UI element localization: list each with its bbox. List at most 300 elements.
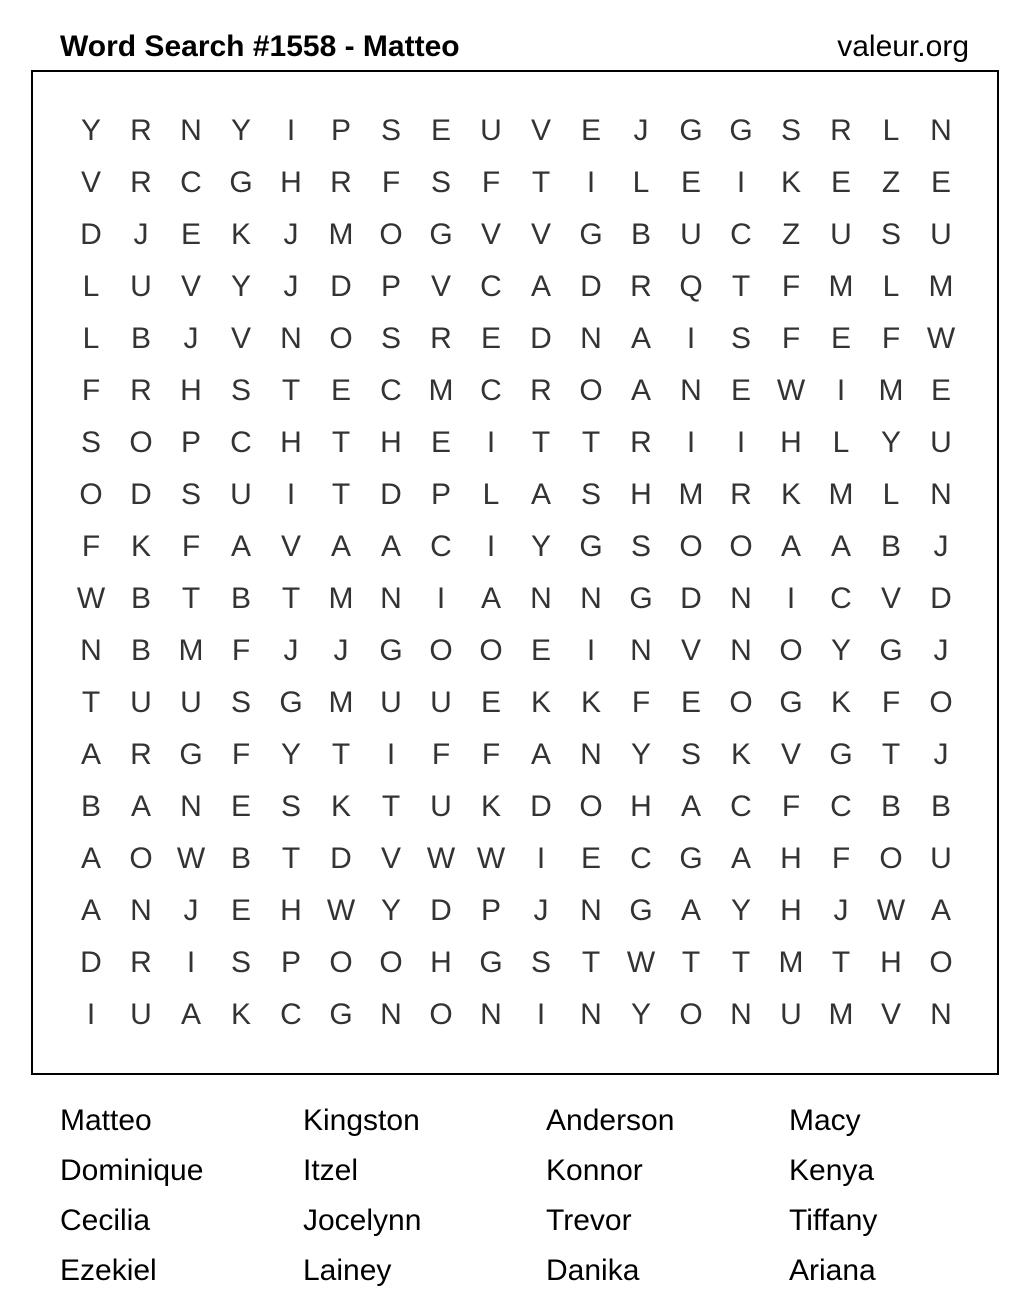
grid-cell: B xyxy=(880,530,901,563)
grid-row xyxy=(66,365,966,417)
grid-cell: H xyxy=(630,790,652,823)
grid-cell: O xyxy=(579,790,603,823)
word-list xyxy=(60,1096,1030,1296)
grid-cell: S xyxy=(230,374,251,407)
puzzle-box xyxy=(31,70,999,1075)
grid-row xyxy=(66,157,966,209)
grid-cell: H xyxy=(780,426,802,459)
grid-cell: A xyxy=(830,530,851,563)
grid-cell: I xyxy=(286,114,296,147)
grid-cell: Y xyxy=(80,114,101,147)
grid-cell: L xyxy=(82,322,100,355)
grid-cell: D xyxy=(330,842,352,875)
grid-cell: M xyxy=(328,218,354,251)
grid-cell: A xyxy=(180,998,201,1031)
grid-cell: W xyxy=(76,582,106,615)
grid-cell: G xyxy=(429,218,453,251)
grid-row xyxy=(66,677,966,729)
grid-cell: O xyxy=(729,530,753,563)
grid-cell: T xyxy=(281,842,301,875)
grid-cell: H xyxy=(280,426,302,459)
grid-cell: S xyxy=(230,946,251,979)
grid-cell: F xyxy=(231,738,251,771)
grid-cell: N xyxy=(630,634,652,667)
grid-cell: N xyxy=(130,894,152,927)
grid-cell: K xyxy=(230,218,251,251)
word-list-item: Kenya xyxy=(789,1154,875,1187)
grid-cell: O xyxy=(779,634,803,667)
grid-cell: R xyxy=(630,270,652,303)
grid-cell: I xyxy=(436,582,446,615)
grid-cell: F xyxy=(481,738,501,771)
grid-cell: K xyxy=(230,998,251,1031)
grid-cell: O xyxy=(329,946,353,979)
grid-cell: J xyxy=(933,530,949,563)
grid-cell: L xyxy=(882,478,900,511)
grid-cell: N xyxy=(580,738,602,771)
page-title: Word Search #1558 - Matteo xyxy=(60,30,460,63)
grid-cell: Y xyxy=(880,426,901,459)
grid-cell: K xyxy=(580,686,601,719)
grid-cell: N xyxy=(730,998,752,1031)
grid-cell: I xyxy=(486,530,496,563)
grid-cell: A xyxy=(230,530,251,563)
grid-cell: U xyxy=(130,270,152,303)
grid-cell: U xyxy=(380,686,402,719)
grid-cell: V xyxy=(430,270,451,303)
grid-cell: T xyxy=(731,270,751,303)
grid-cell: O xyxy=(129,842,153,875)
grid-cell: T xyxy=(581,946,601,979)
grid-cell: E xyxy=(330,374,351,407)
grid-cell: N xyxy=(480,998,502,1031)
grid-cell: G xyxy=(579,530,603,563)
grid-cell: E xyxy=(230,894,251,927)
grid-row xyxy=(66,781,966,833)
grid-cell: J xyxy=(933,634,949,667)
grid-cell: H xyxy=(430,946,452,979)
grid-cell: R xyxy=(130,166,152,199)
grid-cell: M xyxy=(828,478,854,511)
grid-cell: B xyxy=(230,842,251,875)
grid-cell: A xyxy=(780,530,801,563)
word-list-item: Kingston xyxy=(303,1104,420,1137)
grid-row xyxy=(66,573,966,625)
grid-cell: M xyxy=(678,478,704,511)
grid-cell: D xyxy=(330,270,352,303)
grid-cell: G xyxy=(329,998,353,1031)
grid-cell: J xyxy=(533,894,549,927)
grid-cell: E xyxy=(530,634,551,667)
grid-cell: W xyxy=(876,894,906,927)
grid-cell: E xyxy=(730,374,751,407)
grid-cell: S xyxy=(280,790,301,823)
grid-cell: V xyxy=(880,998,901,1031)
grid-cell: O xyxy=(679,530,703,563)
grid-cell: O xyxy=(429,998,453,1031)
grid-cell: S xyxy=(680,738,701,771)
grid-row xyxy=(66,209,966,261)
grid-cell: L xyxy=(632,166,650,199)
grid-cell: D xyxy=(530,322,552,355)
grid-cell: R xyxy=(430,322,452,355)
grid-cell: N xyxy=(730,634,752,667)
grid-cell: F xyxy=(881,322,901,355)
grid-cell: D xyxy=(680,582,702,615)
grid-cell: U xyxy=(930,218,952,251)
grid-cell: R xyxy=(830,114,852,147)
grid-cell: I xyxy=(86,998,96,1031)
grid-cell: T xyxy=(331,478,351,511)
grid-cell: C xyxy=(380,374,402,407)
grid-cell: M xyxy=(328,686,354,719)
grid-cell: B xyxy=(130,634,151,667)
grid-cell: C xyxy=(830,790,852,823)
grid-cell: V xyxy=(780,738,801,771)
grid-cell: I xyxy=(386,738,396,771)
grid-cell: M xyxy=(328,582,354,615)
grid-cell: T xyxy=(181,582,201,615)
grid-cell: J xyxy=(833,894,849,927)
grid-cell: P xyxy=(280,946,301,979)
grid-cell: W xyxy=(926,322,956,355)
grid-cell: I xyxy=(736,166,746,199)
grid-cell: P xyxy=(380,270,401,303)
grid-cell: E xyxy=(580,114,601,147)
grid-cell: I xyxy=(836,374,846,407)
grid-cell: D xyxy=(380,478,402,511)
grid-cell: N xyxy=(180,114,202,147)
grid-cell: I xyxy=(186,946,196,979)
grid-cell: A xyxy=(80,842,101,875)
grid-cell: D xyxy=(430,894,452,927)
grid-cell: M xyxy=(878,374,904,407)
grid-cell: C xyxy=(630,842,652,875)
grid-cell: F xyxy=(381,166,401,199)
grid-cell: O xyxy=(729,686,753,719)
grid-cell: A xyxy=(930,894,951,927)
word-list-item: Anderson xyxy=(546,1104,675,1137)
grid-cell: O xyxy=(579,374,603,407)
grid-cell: J xyxy=(283,270,299,303)
grid-cell: R xyxy=(130,738,152,771)
grid-cell: S xyxy=(880,218,901,251)
grid-cell: R xyxy=(130,114,152,147)
grid-cell: Y xyxy=(630,738,651,771)
grid-cell: U xyxy=(430,686,452,719)
word-list-item: Dominique xyxy=(60,1154,204,1187)
grid-cell: J xyxy=(183,894,199,927)
grid-cell: T xyxy=(881,738,901,771)
grid-cell: V xyxy=(530,218,551,251)
grid-cell: C xyxy=(280,998,302,1031)
grid-cell: O xyxy=(479,634,503,667)
grid-cell: Y xyxy=(230,270,251,303)
grid-cell: O xyxy=(679,998,703,1031)
word-list-item: Matteo xyxy=(60,1104,152,1137)
grid-cell: T xyxy=(531,166,551,199)
grid-cell: V xyxy=(180,270,201,303)
grid-cell: W xyxy=(326,894,356,927)
grid-cell: E xyxy=(180,218,201,251)
grid-cell: E xyxy=(830,322,851,355)
grid-cell: O xyxy=(379,946,403,979)
grid-cell: K xyxy=(330,790,351,823)
grid-cell: U xyxy=(130,998,152,1031)
grid-cell: Z xyxy=(881,166,901,199)
grid-cell: Y xyxy=(630,998,651,1031)
grid-cell: H xyxy=(280,894,302,927)
grid-cell: S xyxy=(430,166,451,199)
grid-cell: V xyxy=(680,634,701,667)
grid-cell: M xyxy=(928,270,954,303)
grid-cell: Z xyxy=(781,218,801,251)
grid-cell: G xyxy=(779,686,803,719)
grid-cell: F xyxy=(181,530,201,563)
grid-cell: K xyxy=(730,738,751,771)
grid-cell: R xyxy=(630,426,652,459)
grid-cell: G xyxy=(579,218,603,251)
grid-cell: A xyxy=(680,894,701,927)
grid-cell: M xyxy=(828,998,854,1031)
grid-cell: B xyxy=(80,790,101,823)
grid-cell: T xyxy=(581,426,601,459)
grid-cell: R xyxy=(730,478,752,511)
grid-cell: W xyxy=(776,374,806,407)
grid-cell: E xyxy=(480,686,501,719)
grid-row xyxy=(66,729,966,781)
grid-cell: K xyxy=(530,686,551,719)
grid-cell: A xyxy=(80,894,101,927)
grid-cell: F xyxy=(431,738,451,771)
grid-cell: T xyxy=(331,426,351,459)
grid-cell: N xyxy=(680,374,702,407)
grid-cell: A xyxy=(80,738,101,771)
grid-cell: Y xyxy=(280,738,301,771)
grid-cell: W xyxy=(626,946,656,979)
grid-cell: T xyxy=(381,790,401,823)
grid-cell: P xyxy=(180,426,201,459)
grid-cell: N xyxy=(80,634,102,667)
grid-cell: D xyxy=(930,582,952,615)
grid-cell: N xyxy=(930,998,952,1031)
grid-cell: T xyxy=(831,946,851,979)
grid-cell: S xyxy=(380,114,401,147)
grid-cell: J xyxy=(333,634,349,667)
grid-cell: D xyxy=(130,478,152,511)
grid-cell: C xyxy=(730,790,752,823)
grid-row xyxy=(66,885,966,937)
grid-cell: G xyxy=(229,166,253,199)
grid-row xyxy=(66,521,966,573)
grid-cell: U xyxy=(680,218,702,251)
grid-cell: H xyxy=(180,374,202,407)
grid-cell: G xyxy=(729,114,753,147)
letter-grid xyxy=(66,105,966,1041)
grid-cell: B xyxy=(880,790,901,823)
grid-cell: S xyxy=(580,478,601,511)
grid-cell: I xyxy=(586,166,596,199)
grid-cell: R xyxy=(130,946,152,979)
grid-cell: Y xyxy=(830,634,851,667)
grid-cell: F xyxy=(81,374,101,407)
grid-cell: Y xyxy=(530,530,551,563)
grid-cell: F xyxy=(481,166,501,199)
grid-cell: I xyxy=(286,478,296,511)
grid-cell: A xyxy=(530,270,551,303)
grid-cell: I xyxy=(486,426,496,459)
grid-cell: U xyxy=(130,686,152,719)
grid-cell: C xyxy=(430,530,452,563)
grid-cell: N xyxy=(580,894,602,927)
grid-cell: F xyxy=(231,634,251,667)
grid-cell: I xyxy=(586,634,596,667)
grid-cell: G xyxy=(879,634,903,667)
grid-cell: F xyxy=(781,322,801,355)
grid-cell: U xyxy=(180,686,202,719)
grid-cell: S xyxy=(380,322,401,355)
grid-cell: N xyxy=(930,478,952,511)
word-list-item: Trevor xyxy=(546,1204,632,1237)
grid-cell: U xyxy=(930,842,952,875)
grid-cell: H xyxy=(780,842,802,875)
word-list-item: Cecilia xyxy=(60,1204,151,1237)
grid-cell: K xyxy=(480,790,501,823)
grid-cell: N xyxy=(180,790,202,823)
grid-cell: V xyxy=(280,530,301,563)
grid-cell: R xyxy=(530,374,552,407)
grid-cell: H xyxy=(630,478,652,511)
grid-cell: N xyxy=(580,998,602,1031)
grid-cell: G xyxy=(279,686,303,719)
grid-cell: O xyxy=(129,426,153,459)
grid-cell: H xyxy=(780,894,802,927)
grid-cell: W xyxy=(426,842,456,875)
grid-cell: S xyxy=(780,114,801,147)
grid-cell: C xyxy=(230,426,252,459)
grid-cell: T xyxy=(81,686,101,719)
grid-cell: H xyxy=(280,166,302,199)
grid-cell: S xyxy=(230,686,251,719)
grid-cell: O xyxy=(429,634,453,667)
grid-cell: B xyxy=(130,322,151,355)
grid-cell: C xyxy=(730,218,752,251)
grid-cell: V xyxy=(480,218,501,251)
grid-cell: Y xyxy=(230,114,251,147)
grid-cell: N xyxy=(580,582,602,615)
grid-cell: G xyxy=(629,894,653,927)
grid-cell: H xyxy=(880,946,902,979)
grid-cell: D xyxy=(80,946,102,979)
grid-cell: G xyxy=(679,842,703,875)
grid-cell: T xyxy=(281,582,301,615)
grid-cell: C xyxy=(830,582,852,615)
grid-cell: G xyxy=(179,738,203,771)
grid-row xyxy=(66,937,966,989)
grid-cell: E xyxy=(430,426,451,459)
grid-cell: A xyxy=(630,374,651,407)
grid-cell: C xyxy=(480,270,502,303)
grid-cell: F xyxy=(881,686,901,719)
grid-cell: A xyxy=(680,790,701,823)
grid-cell: J xyxy=(183,322,199,355)
grid-cell: A xyxy=(480,582,501,615)
grid-cell: U xyxy=(480,114,502,147)
grid-cell: V xyxy=(80,166,101,199)
grid-cell: O xyxy=(879,842,903,875)
grid-cell: O xyxy=(929,946,953,979)
grid-cell: A xyxy=(380,530,401,563)
grid-cell: N xyxy=(380,998,402,1031)
grid-cell: G xyxy=(629,582,653,615)
grid-cell: A xyxy=(130,790,151,823)
grid-cell: S xyxy=(80,426,101,459)
grid-cell: F xyxy=(631,686,651,719)
grid-cell: I xyxy=(736,426,746,459)
grid-cell: K xyxy=(830,686,851,719)
word-list-item: Danika xyxy=(546,1254,640,1287)
grid-cell: D xyxy=(530,790,552,823)
grid-row xyxy=(66,105,966,157)
grid-cell: B xyxy=(130,582,151,615)
grid-cell: I xyxy=(536,842,546,875)
grid-cell: K xyxy=(780,166,801,199)
word-list-item: Macy xyxy=(789,1104,861,1137)
grid-cell: A xyxy=(630,322,651,355)
grid-cell: V xyxy=(530,114,551,147)
grid-cell: T xyxy=(731,946,751,979)
grid-cell: I xyxy=(786,582,796,615)
site-name: valeur.org xyxy=(837,30,969,63)
grid-cell: F xyxy=(831,842,851,875)
grid-cell: D xyxy=(80,218,102,251)
grid-cell: H xyxy=(380,426,402,459)
grid-cell: U xyxy=(830,218,852,251)
grid-cell: M xyxy=(778,946,804,979)
grid-cell: Y xyxy=(380,894,401,927)
grid-cell: O xyxy=(379,218,403,251)
grid-cell: T xyxy=(681,946,701,979)
grid-cell: A xyxy=(730,842,751,875)
grid-cell: N xyxy=(930,114,952,147)
word-list-item: Lainey xyxy=(303,1254,392,1287)
grid-cell: A xyxy=(530,738,551,771)
grid-cell: E xyxy=(930,374,951,407)
grid-cell: S xyxy=(630,530,651,563)
grid-cell: A xyxy=(530,478,551,511)
grid-cell: P xyxy=(430,478,451,511)
grid-cell: W xyxy=(176,842,206,875)
grid-cell: K xyxy=(130,530,151,563)
grid-cell: N xyxy=(380,582,402,615)
grid-cell: B xyxy=(230,582,251,615)
grid-cell: F xyxy=(81,530,101,563)
grid-cell: U xyxy=(430,790,452,823)
grid-cell: V xyxy=(880,582,901,615)
grid-cell: U xyxy=(780,998,802,1031)
grid-cell: W xyxy=(476,842,506,875)
grid-cell: C xyxy=(480,374,502,407)
grid-cell: N xyxy=(280,322,302,355)
grid-cell: G xyxy=(679,114,703,147)
grid-cell: E xyxy=(580,842,601,875)
grid-cell: Q xyxy=(679,270,703,303)
grid-cell: E xyxy=(230,790,251,823)
grid-cell: E xyxy=(830,166,851,199)
grid-cell: P xyxy=(330,114,351,147)
grid-cell: L xyxy=(482,478,500,511)
grid-cell: J xyxy=(283,218,299,251)
